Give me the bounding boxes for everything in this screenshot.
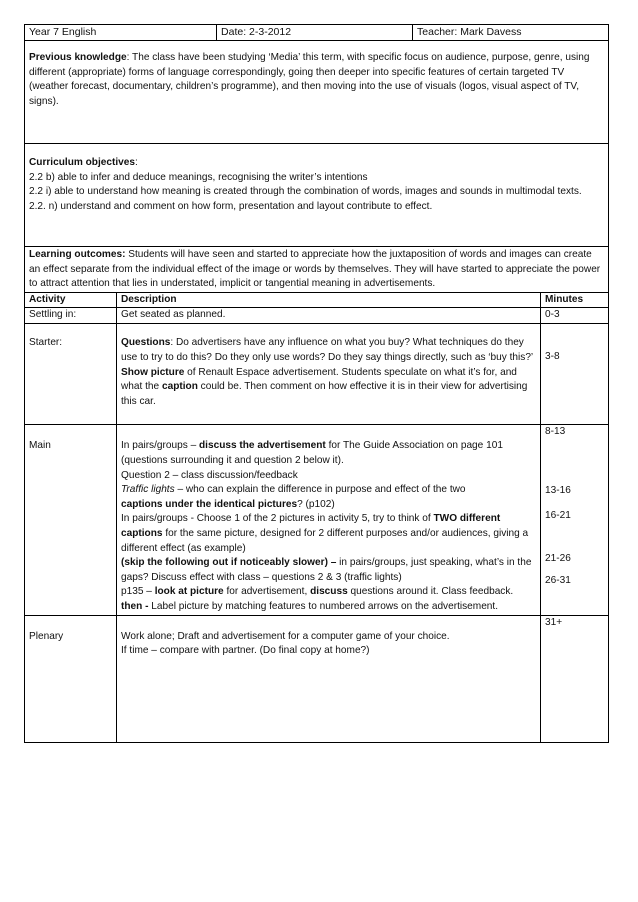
plenary-row bbox=[25, 615, 609, 742]
previous-knowledge-cell bbox=[25, 41, 609, 144]
curriculum-item: 2.2 i) able to understand how meaning is created through the combination of words, images and sounds in multimodal texts. bbox=[29, 186, 582, 198]
header-row bbox=[25, 25, 609, 41]
main-line: In pairs/groups - Choose 1 of the 2 pictures in activity 5, try to think of bbox=[121, 513, 434, 525]
column-header-row bbox=[25, 292, 609, 308]
main-bold: captions under the identical pictures bbox=[121, 498, 298, 510]
minutes-value: 16-21 bbox=[545, 509, 571, 521]
starter-minutes: 3-8 bbox=[541, 324, 609, 425]
main-description bbox=[117, 425, 541, 615]
learning-outcomes-row bbox=[25, 247, 609, 293]
main-line: for the same picture, designed for 2 different purposes and/or audiences, giving a different effect (as example) bbox=[121, 527, 529, 554]
main-line: for The Guide Association on page 101 (questions surrounding it and question 2 below it). bbox=[121, 440, 503, 466]
main-bold: TWO different captions bbox=[121, 513, 501, 539]
previous-knowledge-label: Previous knowledge bbox=[29, 52, 127, 63]
lesson-plan bbox=[24, 24, 608, 743]
traffic-lights-label: Traffic lights bbox=[121, 484, 175, 496]
settling-minutes: 0-3 bbox=[541, 308, 609, 324]
starter-activity: Starter: bbox=[25, 324, 117, 425]
main-line: in pairs/groups, just speaking, what’s in the gaps? Discuss effect with class – questions 2 & 3 (traffic lights) bbox=[121, 557, 532, 583]
main-bold: then - bbox=[121, 600, 149, 612]
curriculum-row bbox=[25, 144, 609, 247]
plenary-description bbox=[117, 615, 541, 742]
main-line: – who can explain the difference in purpose and effect of the two bbox=[174, 484, 466, 496]
questions-text: : Do advertisers have any influence on what you buy? What techniques do they use to try to do this? Do they only use words? Do they say things directly, such as ‘buy this?’ bbox=[121, 337, 534, 363]
main-bold: (skip the following out if noticeably slower) – bbox=[121, 557, 337, 569]
plenary-activity: Plenary bbox=[25, 615, 117, 742]
subject-cell: Year 7 English bbox=[25, 25, 217, 41]
starter-row bbox=[25, 324, 609, 425]
curriculum-item: 2.2 b) able to infer and deduce meanings, recognising the writer’s intentions bbox=[29, 171, 368, 183]
minutes-value: 8-13 bbox=[545, 426, 566, 438]
date-cell: Date: 2-3-2012 bbox=[217, 25, 413, 41]
minutes-value: 21-26 bbox=[545, 553, 571, 565]
main-line: Question 2 – class discussion/feedback bbox=[121, 469, 298, 481]
plenary-minutes: 31+ bbox=[541, 615, 609, 742]
previous-knowledge-text: : The class have been studying ‘Media’ this term, with specific focus on audience, purpose, genre, using different (appropriate) forms of language correspondingly, going then deeper into specific features of certain targeted TV (weather forecast, documentary, children’s programme), and then moving into the use of visuals (logos, visual aspect of TV, signs). bbox=[29, 52, 590, 107]
main-minutes bbox=[541, 425, 609, 615]
main-activity: Main bbox=[25, 425, 117, 615]
settling-description: Get seated as planned. bbox=[117, 308, 541, 324]
main-line: ? (p102) bbox=[297, 498, 335, 510]
main-bold: look at picture bbox=[154, 586, 224, 598]
settling-row bbox=[25, 308, 609, 324]
curriculum-label: Curriculum objectives bbox=[29, 157, 136, 168]
main-line: Label picture by matching features to numbered arrows on the advertisement. bbox=[148, 600, 499, 612]
curriculum-item: 2.2. n) understand and comment on how form, presentation and layout contribute to effect. bbox=[29, 200, 433, 212]
plenary-line: Work alone; Draft and advertisement for a computer game of your choice. bbox=[121, 630, 450, 642]
main-line: In pairs/groups – bbox=[121, 440, 199, 452]
starter-description bbox=[117, 324, 541, 425]
show-picture-text-end: could be. Then comment on how effective it is in their view for advertising this car. bbox=[121, 381, 528, 407]
curriculum-colon: : bbox=[135, 157, 138, 168]
show-picture-label: Show picture bbox=[121, 366, 185, 378]
main-bold: discuss the advertisement bbox=[199, 440, 326, 452]
main-line: questions around it. Class feedback. bbox=[347, 586, 514, 598]
settling-activity: Settling in: bbox=[25, 308, 117, 324]
caption-label: caption bbox=[161, 381, 198, 393]
main-line: for advertisement, bbox=[223, 586, 311, 598]
main-row bbox=[25, 425, 609, 615]
column-minutes: Minutes bbox=[541, 292, 609, 308]
questions-label: Questions bbox=[121, 337, 171, 349]
main-bold: discuss bbox=[310, 586, 348, 598]
teacher-cell: Teacher: Mark Davess bbox=[413, 25, 609, 41]
previous-knowledge-row bbox=[25, 41, 609, 144]
column-activity: Activity bbox=[25, 292, 117, 308]
learning-outcomes-text: Students will have seen and started to appreciate how the juxtaposition of words and images can create an effect separate from the individual effect of the image or words by themselves. They will have started to appreciate the power to attract attention that lies in understated, implicit or tangential meaning in advertisements. bbox=[29, 249, 601, 290]
learning-outcomes-cell bbox=[25, 247, 609, 293]
curriculum-cell bbox=[25, 144, 609, 247]
lesson-plan-table bbox=[24, 24, 609, 743]
minutes-value: 13-16 bbox=[545, 484, 571, 496]
plenary-line: If time – compare with partner. (Do final copy at home?) bbox=[121, 645, 370, 657]
show-picture-text: of Renault Espace advertisement. Students speculate on what it’s for, and what the bbox=[121, 366, 517, 393]
column-description: Description bbox=[117, 292, 541, 308]
main-line: p135 – bbox=[121, 586, 155, 598]
minutes-value: 26-31 bbox=[545, 574, 571, 586]
learning-outcomes-label: Learning outcomes: bbox=[29, 249, 126, 260]
